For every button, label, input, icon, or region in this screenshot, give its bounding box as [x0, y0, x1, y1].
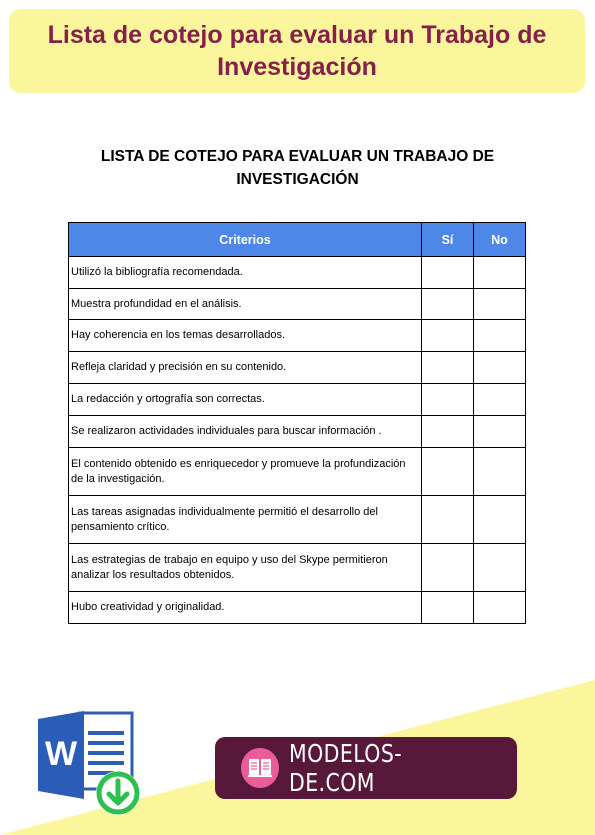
word-download-icon[interactable]	[36, 705, 146, 825]
si-checkbox-cell[interactable]	[422, 320, 474, 352]
table-row	[69, 592, 526, 624]
title-banner	[9, 9, 585, 93]
no-checkbox-cell[interactable]	[474, 384, 526, 416]
header-criterios: Criterios	[69, 223, 422, 257]
criterion-cell: Hay coherencia en los temas desarrollados.	[69, 320, 422, 352]
no-checkbox-cell[interactable]	[474, 592, 526, 624]
no-checkbox-cell[interactable]	[474, 496, 526, 544]
criterion-cell: Utilizó la bibliografía recomendada.	[69, 257, 422, 289]
table-header-row	[69, 223, 526, 257]
criterion-cell: Las tareas asignadas individualmente permitió el desarrollo del pensamiento crítico.	[69, 496, 422, 544]
document-title: LISTA DE COTEJO PARA EVALUAR UN TRABAJO DE INVESTIGACIÓN	[100, 148, 495, 188]
si-checkbox-cell[interactable]	[422, 289, 474, 320]
no-checkbox-cell[interactable]	[474, 544, 526, 592]
si-checkbox-cell[interactable]	[422, 416, 474, 448]
si-checkbox-cell[interactable]	[422, 544, 474, 592]
criterion-cell: El contenido obtenido es enriquecedor y promueve la profundización de la investigación.	[69, 448, 422, 496]
table-row	[69, 544, 526, 592]
si-checkbox-cell[interactable]	[422, 496, 474, 544]
open-book-icon	[241, 748, 279, 788]
header-si: Sí	[422, 223, 474, 257]
table-row	[69, 257, 526, 289]
header-no: No	[474, 223, 526, 257]
no-checkbox-cell[interactable]	[474, 448, 526, 496]
si-checkbox-cell[interactable]	[422, 384, 474, 416]
si-checkbox-cell[interactable]	[422, 352, 474, 384]
criterion-cell: Se realizaron actividades individuales para buscar información .	[69, 416, 422, 448]
table-row	[69, 289, 526, 320]
no-checkbox-cell[interactable]	[474, 320, 526, 352]
criterion-cell: La redacción y ortografía son correctas.	[69, 384, 422, 416]
table-row	[69, 384, 526, 416]
si-checkbox-cell[interactable]	[422, 257, 474, 289]
banner-title: Lista de cotejo para evaluar un Trabajo de Investigación	[47, 21, 547, 81]
svg-text:W: W	[44, 735, 78, 773]
criterion-cell: Refleja claridad y precisión en su contenido.	[69, 352, 422, 384]
table-row	[69, 416, 526, 448]
site-badge[interactable]	[215, 737, 517, 799]
si-checkbox-cell[interactable]	[422, 592, 474, 624]
checklist-table	[68, 222, 526, 624]
table-row	[69, 352, 526, 384]
no-checkbox-cell[interactable]	[474, 352, 526, 384]
no-checkbox-cell[interactable]	[474, 289, 526, 320]
site-name: MODELOS-DE.COM	[288, 739, 402, 797]
criterion-cell: Hubo creatividad y originalidad.	[69, 592, 422, 624]
criterion-cell: Muestra profundidad en el análisis.	[69, 289, 422, 320]
table-row	[69, 496, 526, 544]
criterion-cell: Las estrategias de trabajo en equipo y uso del Skype permitieron analizar los resultados obtenidos.	[69, 544, 422, 592]
si-checkbox-cell[interactable]	[422, 448, 474, 496]
no-checkbox-cell[interactable]	[474, 416, 526, 448]
table-row	[69, 448, 526, 496]
table-row	[69, 320, 526, 352]
no-checkbox-cell[interactable]	[474, 257, 526, 289]
